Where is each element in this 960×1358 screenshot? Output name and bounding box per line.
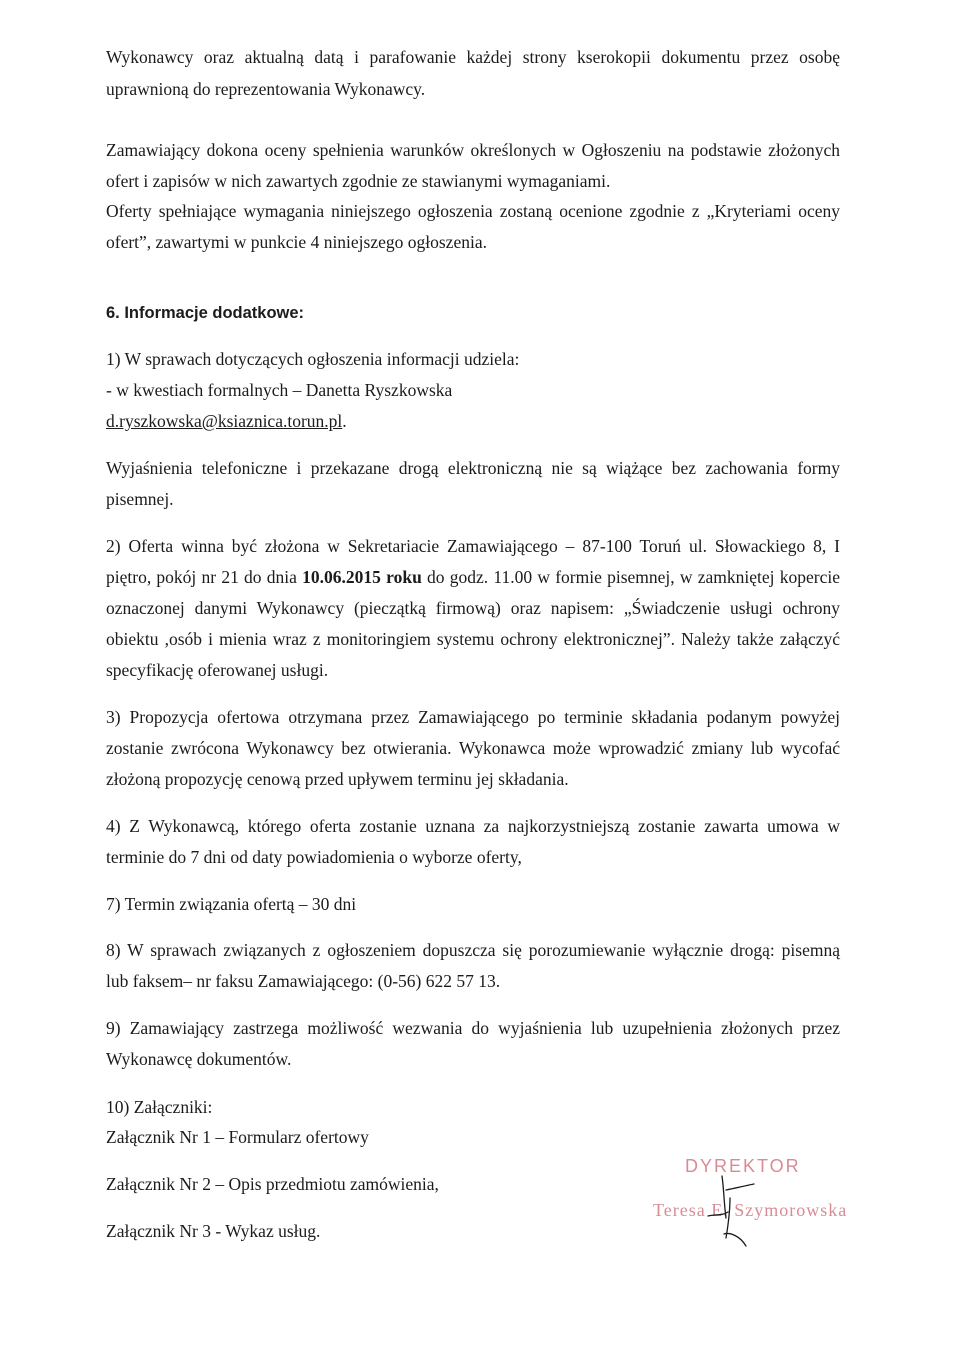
item-9-line: 9) Zamawiający zastrzega możliwość wezwania do wyjaśnienia lub uzupełnienia złożonych przez (106, 1018, 840, 1038)
email-suffix: . (342, 411, 347, 431)
item-9-line: Wykonawcę dokumentów. (106, 1049, 292, 1069)
paragraph-line: ofert i zapisów w nich zawartych zgodnie ze stawianymi wymaganiami. (106, 171, 611, 191)
item-4-line: 4) Z Wykonawcą, którego oferta zostanie uznana za najkorzystniejszą zostanie zawarta umowa w (106, 816, 840, 836)
attachment-item: Załącznik Nr 3 - Wykaz usług. (106, 1221, 321, 1241)
item-2-text: piętro, pokój nr 21 do dnia (106, 567, 303, 587)
attachments-heading: 10) Załączniki: (106, 1097, 213, 1117)
contact-email-link[interactable]: d.ryszkowska@ksiaznica.torun.pl (106, 411, 343, 431)
item-2-line: specyfikację oferowanej usługi. (106, 660, 329, 680)
item-3-line: złożoną propozycję cenową przed upływem terminu jej składania. (106, 769, 569, 789)
item-1-line: - w kwestiach formalnych – Danetta Ryszkowska (106, 380, 453, 400)
deadline-date: 10.06.2015 roku (302, 567, 422, 587)
item-2-line (106, 566, 840, 588)
contact-email-line (106, 410, 347, 432)
item-2-line: oznaczonej danymi Wykonawcy (pieczątką firmową) oraz napisem: „Świadczenie usługi ochrony (106, 598, 840, 618)
item-2-text: do godz. 11.00 w formie pisemnej, w zamkniętej kopercie (421, 567, 841, 587)
paragraph-line: uprawnioną do reprezentowania Wykonawcy. (106, 79, 426, 99)
note-line: pisemnej. (106, 489, 174, 509)
item-1-line: 1) W sprawach dotyczących ogłoszenia informacji udziela: (106, 349, 520, 369)
paragraph-line: Wykonawcy oraz aktualną datą i parafowanie każdej strony kserokopii dokumentu przez osobę (106, 47, 840, 67)
item-4-line: terminie do 7 dni od daty powiadomienia o wyborze oferty, (106, 847, 522, 867)
item-2-line: 2) Oferta winna być złożona w Sekretariacie Zamawiającego – 87-100 Toruń ul. Słowackiego 8, I (106, 536, 840, 556)
item-7-line: 7) Termin związania ofertą – 30 dni (106, 894, 357, 914)
attachment-item: Załącznik Nr 1 – Formularz ofertowy (106, 1127, 369, 1147)
item-2-line: obiektu ,osób i mienia wraz z monitoringiem systemu ochrony elektronicznej”. Należy także załączyć (106, 629, 840, 649)
note-line: Wyjaśnienia telefoniczne i przekazane drogą elektroniczną nie są wiążące bez zachowania formy (106, 458, 840, 478)
item-3-line: zostanie zwrócona Wykonawcy bez otwierania. Wykonawca może wprowadzić zmiany lub wycofać (106, 738, 840, 758)
attachment-item: Załącznik Nr 2 – Opis przedmiotu zamówienia, (106, 1174, 439, 1194)
paragraph-line: Zamawiający dokona oceny spełnienia warunków określonych w Ogłoszeniu na podstawie złożonych (106, 140, 840, 160)
paragraph-line: ofert”, zawartymi w punkcie 4 niniejszego ogłoszenia. (106, 232, 487, 252)
item-8-line: lub faksem– nr faksu Zamawiającego: (0-56) 622 57 13. (106, 971, 501, 991)
item-8-line: 8) W sprawach związanych z ogłoszeniem dopuszcza się porozumiewanie wyłącznie drogą: pisemną (106, 940, 840, 960)
stamp-title: DYREKTOR (685, 1156, 801, 1176)
paragraph-line: Oferty spełniające wymagania niniejszego ogłoszenia zostaną ocenione zgodnie z „Kryteriami oceny (106, 201, 840, 221)
stamp-name: Teresa E. Szymorowska (653, 1200, 848, 1220)
signature-icon (700, 1170, 770, 1250)
section-heading: 6. Informacje dodatkowe: (106, 304, 305, 322)
item-3-line: 3) Propozycja ofertowa otrzymana przez Zamawiającego po terminie składania podanym powyżej (106, 707, 840, 727)
